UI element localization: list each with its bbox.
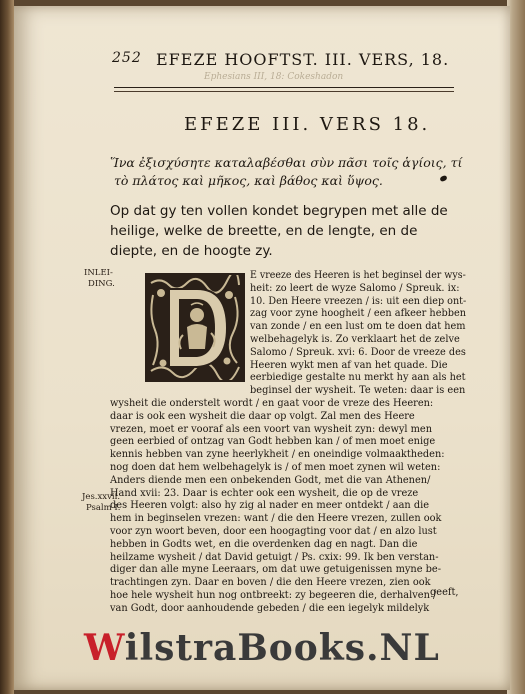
commentary-line: des Heeren volgt: also hy zig al nader en meer ontdekt / aan die	[110, 500, 430, 512]
commentary-line: wysheit die onderstelt wordt / en gaat voor de vreze des Heeren:	[110, 398, 434, 409]
greek-line: Ἵνα ἐξισχύσητε καταλαβέσθαι σὺν πᾶσι τοῖς ἁγίοις, τί	[110, 155, 463, 170]
commentary-line: Heeren wykt men af van het quade. Die	[250, 359, 448, 371]
greek-line: τὸ πλάτος καὶ μῆκος, καὶ βάθος καὶ ὕψος.	[114, 173, 383, 188]
commentary-line: nog doen dat hem welbehagelyk is / of men moet zynen wil weten:	[110, 462, 441, 473]
watermark-rest: ilstraBooks.NL	[124, 627, 440, 669]
commentary-line: hem in beginselen vrezen: want / die den Heere vrezen, zullen ook	[110, 513, 442, 525]
commentary-line: heit: zo leert de wyze Salomo / Spreuk. ix:	[250, 282, 460, 294]
commentary-line: Anders diende men een onbekenden Godt, met die van Athenen/	[110, 474, 431, 486]
book-gutter-left	[0, 0, 14, 694]
commentary-line: diger dan alle myne Leeraars, om dat uwe getuigenissen myne be-	[110, 564, 442, 576]
bleed-through-text: Ephesians III, 18: Cokeshadon	[204, 72, 344, 82]
commentary-line: Salomo / Spreuk. xvi: 6. Door de vreeze des	[250, 346, 466, 358]
commentary-line: beginsel der wysheit. Te weten: daar is een	[250, 385, 466, 397]
commentary-line: E vreeze des Heeren is het beginsel der wys-	[250, 270, 466, 281]
commentary-line: heilzame wysheit / dat David getuigt / Ps. cxix: 99. Ik ben verstan-	[110, 551, 439, 563]
header-rule-thin	[114, 91, 454, 92]
commentary-line: van zonde / en een lust om te doen dat hem	[250, 321, 466, 333]
commentary-text	[110, 270, 467, 614]
margin-note-intro: INLEI- DING.	[84, 268, 115, 289]
commentary-line: kennis hebben van zyne heerlykheit / en oneindige volmaaktheden:	[110, 449, 445, 461]
watermark-logo	[84, 627, 504, 673]
commentary-line: geen eerbied of ontzag van Godt hebben kan / of men moet enige	[110, 436, 436, 448]
commentary-line: vrezen, moet er vooraf als een voort van wysheit zyn: dewyl men	[110, 423, 433, 435]
commentary-line: van Godt, door aanhoudende gebeden / die een iegelyk mildelyk	[110, 602, 430, 614]
header-rule	[114, 87, 454, 88]
commentary-line: trachtingen zyn. Daar en boven / die den Heere vrezen, zien ook	[110, 577, 431, 589]
greek-verse	[110, 154, 462, 194]
commentary-line: voor zyn woort beven, door een hoogagting voor dat / en alzo lust	[110, 526, 437, 537]
commentary-line: Hand xvii: 23. Daar is echter ook een wysheit, die op de vreze	[110, 487, 419, 499]
commentary-line: eerbiedige gestalte nu merkt hy aan als het	[250, 372, 466, 384]
page-number: 252	[112, 50, 142, 66]
verse-line: heilige, welke de breette, en de lengte, en de	[110, 223, 418, 239]
dutch-verse	[110, 201, 462, 261]
commentary-line: hoe hele wysheit hun nog ontbreekt: zy begeeren die, derhalven /	[110, 590, 437, 601]
commentary-line: daar is ook een wysheit die daar op volgt. Zal men des Heere	[110, 410, 415, 422]
commentary-line: hebben in Godts wet, en die overdenken dag en nagt. Dan die	[110, 538, 418, 550]
catchword: geeft,	[430, 587, 459, 598]
verse-line: diepte, en de hoogte zy.	[110, 243, 273, 259]
margin-note-references: Jes.xxvii. Psalm I.	[82, 492, 121, 513]
commentary-line: zag voor zyne hoogheit / een afkeer hebben	[250, 308, 467, 320]
commentary-line: 10. Den Heere vreezen / is: uit een diep ont-	[250, 295, 467, 307]
commentary-line: welbehagelyk is. Zo verklaart het de zelve	[250, 334, 460, 345]
section-title: EFEZE III. VERS 18.	[184, 114, 431, 135]
book-page	[14, 6, 510, 690]
running-head	[112, 50, 454, 72]
watermark-initial: W	[84, 627, 125, 669]
verse-line: Op dat gy ten vollen kondet begrypen met alle de	[110, 203, 448, 219]
running-head-title: EFEZE HOOFTST. III. VERS, 18.	[156, 50, 450, 69]
